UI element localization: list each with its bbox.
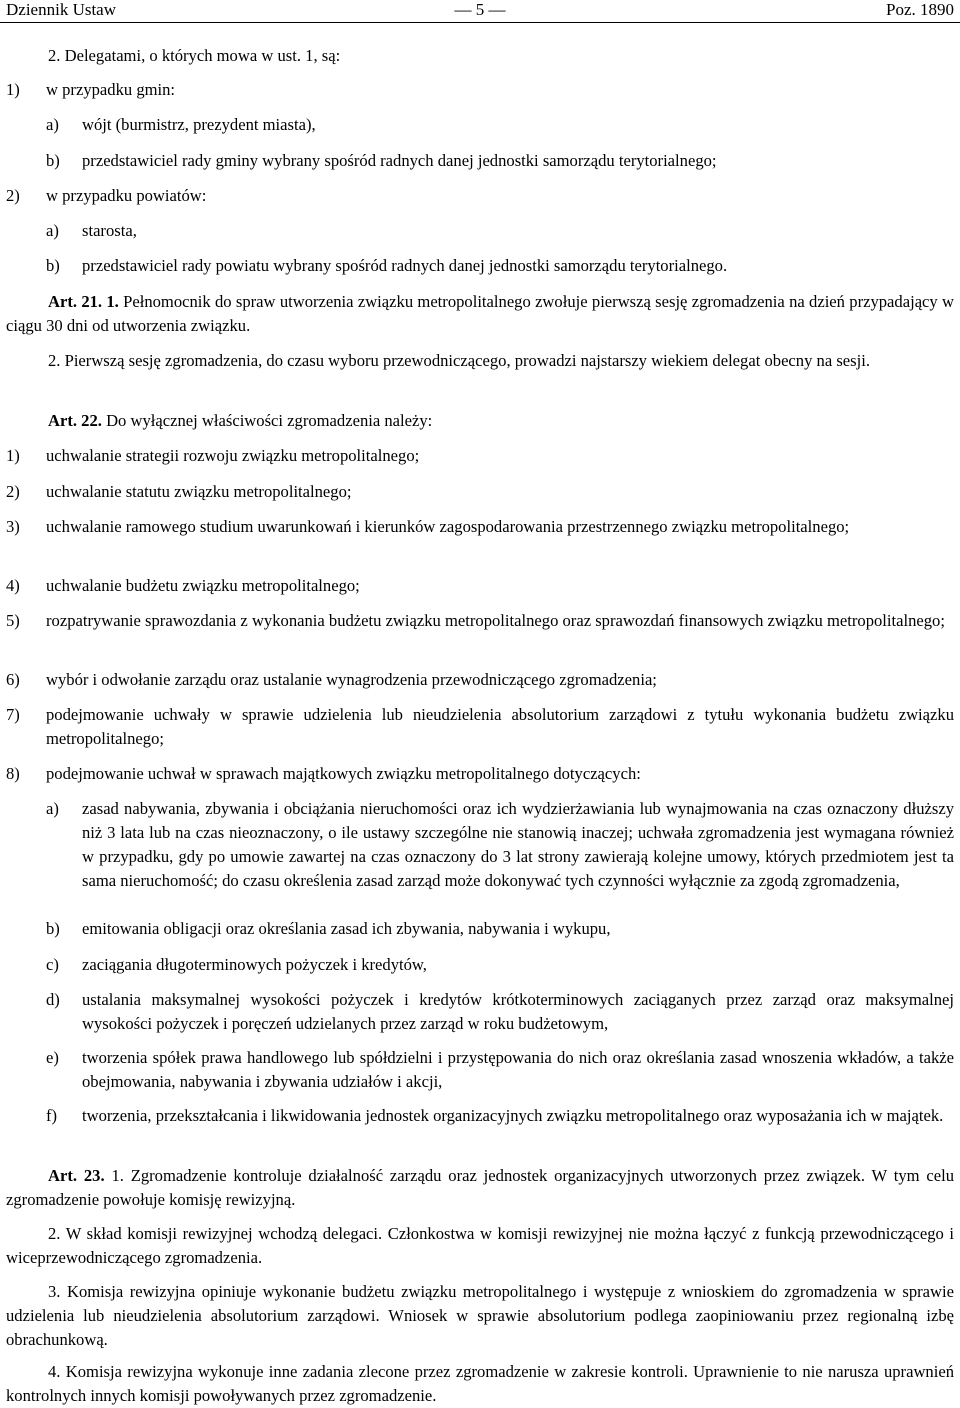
item-number: 3) [6, 517, 20, 536]
subitem-label: a) [46, 115, 59, 134]
journal-title: Dziennik Ustaw [6, 0, 117, 19]
art-22-label: Art. 22. [48, 411, 102, 430]
subitem-text: emitowania obligacji oraz określania zasad ich zbywania, nabywania i wykupu, [82, 919, 611, 938]
item-text: podejmowanie uchwały w sprawie udzielenia lub nieudzielenia absolutorium zarządowi z tytułu wykonania budżetu związku metropolitalnego; [46, 705, 954, 748]
subitem-text: tworzenia, przekształcania i likwidowania jednostek organizacyjnych związku metropolitalnego oraz wyposażania ich w majątek. [82, 1106, 944, 1125]
art-21-label: Art. 21. 1. [48, 292, 119, 311]
subitem-label: b) [46, 151, 60, 170]
art-23-paragraph-4: 4. Komisja rewizyjna wykonuje inne zadania zlecone przez zgromadzenie w zakresie kontroli. Uprawnienie to nie narusza uprawnień kontrolnych innych komisji powoływanych przez zgromadzenie. [6, 1362, 954, 1405]
subitem-label: b) [46, 919, 60, 938]
item-number: 8) [6, 764, 20, 783]
subitem-text: przedstawiciel rady gminy wybrany spośród radnych danej jednostki samorządu terytorialnego; [82, 151, 717, 170]
subitem-label: d) [46, 990, 60, 1009]
subitem-text: wójt (burmistrz, prezydent miasta), [82, 115, 316, 134]
art-21-text-1: Pełnomocnik do spraw utworzenia związku metropolitalnego zwołuje pierwszą sesję zgromadzenia na dzień przypadający w ciągu 30 dni od utworzenia związku. [6, 292, 954, 335]
art-23-text-1: 1. Zgromadzenie kontroluje działalność zarządu oraz jednostek organizacyjnych utworzonych przez związek. W tym celu zgromadzenie powołuje komisję rewizyjną. [6, 1166, 954, 1209]
subitem-text: zaciągania długoterminowych pożyczek i kredytów, [82, 955, 427, 974]
subitem-text: zasad nabywania, zbywania i obciążania nieruchomości oraz ich wydzierżawiania lub wynajmowania na czas oznaczony dłuższy niż 3 lata lub na czas nieoznaczony, o ile ustawy szczególne nie stanowią inaczej; uchwała zgromadzenia jest wymagana również w przypadku, gdy po umowie zawartej na czas oznaczony do 3 lat strony zawierają kolejne umowy, których przedmiotem jest ta sama nieruchomość; do czasu określenia zasad zarząd może dokonywać tych czynności wyłącznie za zgodą zgromadzenia, [82, 799, 954, 890]
item-number: 4) [6, 576, 20, 595]
subitem-text: ustalania maksymalnej wysokości pożyczek i kredytów krótkoterminowych zaciąganych przez zarząd oraz maksymalnej wysokości pożyczek i poręczeń udzielanych przez zarząd w roku budżetowym, [82, 990, 954, 1033]
item-number: 5) [6, 611, 20, 630]
subitem-label: e) [46, 1048, 59, 1067]
item-number: 1) [6, 446, 20, 465]
art-21-paragraph-1 [6, 290, 954, 338]
subitem-text: starosta, [82, 221, 137, 240]
item-number: 7) [6, 705, 20, 724]
item-text: rozpatrywanie sprawozdania z wykonania budżetu związku metropolitalnego oraz sprawozdań finansowych związku metropolitalnego; [46, 611, 945, 630]
item-text: wybór i odwołanie zarządu oraz ustalanie wynagrodzenia przewodniczącego zgromadzenia; [46, 670, 657, 689]
art-23-paragraph-1 [6, 1164, 954, 1212]
subitem-label: a) [46, 221, 59, 240]
position-number: Poz. 1890 [886, 0, 954, 19]
item-text: w przypadku powiatów: [46, 186, 207, 205]
subitem-label: b) [46, 256, 60, 275]
art-22-intro [6, 409, 954, 433]
art-23-label: Art. 23. [48, 1166, 105, 1185]
art-22-intro-text: Do wyłącznej właściwości zgromadzenia należy: [106, 411, 433, 430]
item-text: podejmowanie uchwał w sprawach majątkowych związku metropolitalnego dotyczących: [46, 764, 641, 783]
subitem-label: c) [46, 955, 59, 974]
item-number: 6) [6, 670, 20, 689]
item-text: uchwalanie strategii rozwoju związku metropolitalnego; [46, 446, 420, 465]
paragraph-delegates: 2. Delegatami, o których mowa w ust. 1, są: [48, 46, 341, 65]
art-23-paragraph-3: 3. Komisja rewizyjna opiniuje wykonanie budżetu związku metropolitalnego i występuje z wnioskiem do zgromadzenia w sprawie udzielenia lub nieudzielenia absolutorium zarządowi. Wniosek w sprawie absolutorium podlega zaopiniowaniu przez regionalną izbę obrachunkową. [6, 1282, 954, 1349]
item-text: uchwalanie ramowego studium uwarunkowań i kierunków zagospodarowania przestrzennego związku metropolitalnego; [46, 517, 850, 536]
subitem-label: a) [46, 799, 59, 818]
subitem-text: przedstawiciel rady powiatu wybrany spośród radnych danej jednostki samorządu terytorialnego. [82, 256, 728, 275]
item-text: w przypadku gmin: [46, 80, 176, 99]
art-21-paragraph-2: 2. Pierwszą sesję zgromadzenia, do czasu wyboru przewodniczącego, prowadzi najstarszy wiekiem delegat obecny na sesji. [48, 351, 870, 370]
item-text: uchwalanie budżetu związku metropolitalnego; [46, 576, 360, 595]
item-text: uchwalanie statutu związku metropolitalnego; [46, 482, 352, 501]
art-23-paragraph-2: 2. W skład komisji rewizyjnej wchodzą delegaci. Członkostwa w komisji rewizyjnej nie można łączyć z funkcją przewodniczącego i wiceprzewodniczącego zgromadzenia. [6, 1224, 954, 1267]
item-number: 2) [6, 186, 20, 205]
item-number: 1) [6, 80, 20, 99]
subitem-text: tworzenia spółek prawa handlowego lub spółdzielni i przystępowania do nich oraz określania zasad wnoszenia wkładów, a także obejmowania, nabywania i zbywania udziałów i akcji, [82, 1048, 954, 1091]
page-header [0, 0, 960, 23]
item-number: 2) [6, 482, 20, 501]
page-number: — 5 — [454, 0, 506, 19]
subitem-label: f) [46, 1106, 58, 1125]
